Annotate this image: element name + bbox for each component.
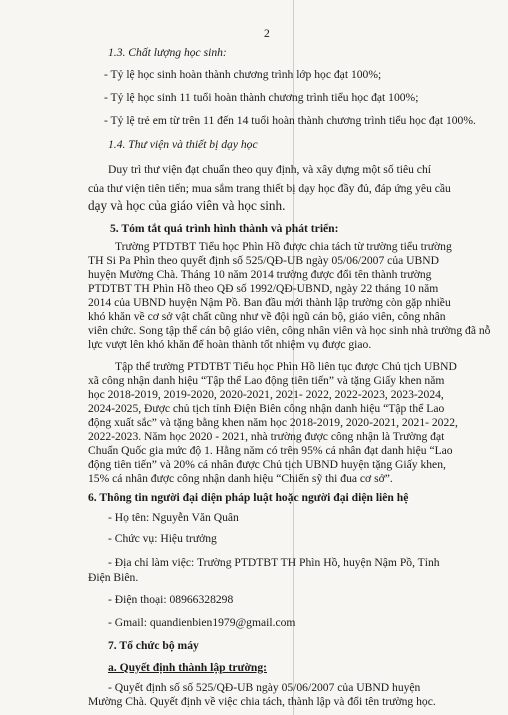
page-number: 2 xyxy=(264,27,270,40)
heading-1-3: 1.3. Chất lượng học sinh: xyxy=(108,46,227,59)
text-line: xã công nhận danh hiệu “Tập thể Lao động tiên tiến” và tặng Giấy khen năm xyxy=(88,374,445,387)
text-line: khó khăn về cơ sở vật chất cũng như về đội ngũ cán bộ, giáo viên, công nhân xyxy=(88,310,446,323)
text-line: TH Si Pa Phìn theo quyết định số 525/QĐ-UB ngày 05/06/2007 của UBND xyxy=(88,254,440,267)
heading-1-4: 1.4. Thư viện và thiết bị dạy học xyxy=(108,138,258,151)
heading-subsection-a: a. Quyết định thành lập trường: xyxy=(108,661,267,674)
text-line: động tiên tiến” và 20% cá nhân được Chủ tịch UBND huyện tặng Giấy khen, xyxy=(88,458,446,471)
text-line: Chuẩn Quốc gia mức độ 1. Hằng năm có trên 95% cá nhân đạt danh hiệu “Lao xyxy=(88,444,453,457)
heading-section-6: 6. Thông tin người đại diện pháp luật hoặc người đại diện liên hệ xyxy=(88,491,409,504)
scan-fold-line xyxy=(293,0,294,715)
contact-address: - Địa chỉ làm việc: Trường PTDTBT TH Phìn Hồ, huyện Nậm Pồ, Tỉnh xyxy=(108,556,440,569)
contact-address-cont: Điện Biên. xyxy=(88,571,139,584)
text-line: huyện Mường Chà. Tháng 10 năm 2014 trường được đổi tên thành trường xyxy=(88,268,432,281)
contact-phone: - Điện thoại: 08966328298 xyxy=(108,593,234,606)
text-line: - Tỷ lệ học sinh hoàn thành chương trình lớp học đạt 100%; xyxy=(104,68,382,81)
text-line: 15% cá nhân được công nhận danh hiệu “Chiến sỹ thi đua cơ sở”. xyxy=(88,472,393,485)
text-line: học 2018-2019, 2019-2020, 2020-2021, 2021- 2022, 2022-2023, 2023-2024, xyxy=(88,388,444,401)
text-line: lực vượt lên khó khăn để hoàn thành tốt nhiệm vụ được giao. xyxy=(88,338,372,351)
text-line: của thư viện tiên tiến; mua sắm trang thiết bị dạy học đầy đủ, đáp ứng yêu cầu xyxy=(88,182,451,195)
text-line: Trường PTDTBT Tiểu học Phìn Hồ được chia tách từ trường tiểu trường xyxy=(115,240,452,253)
text-line: viên chức. Song tập thể cán bộ giáo viên, công nhân viên và học sinh nhà trường đã nỗ xyxy=(88,324,491,337)
text-line: - Tỷ lệ trẻ em từ trên 11 đến 14 tuổi hoàn thành chương trình tiểu học đạt 100%. xyxy=(104,114,476,127)
contact-email: - Gmail: quandienbien1979@gmail.com xyxy=(108,616,296,629)
heading-section-7: 7. Tổ chức bộ máy xyxy=(108,639,199,652)
heading-section-5: 5. Tóm tắt quá trình hình thành và phát triển: xyxy=(110,222,339,235)
text-line: 2014 của UBND huyện Nậm Pồ. Ban đầu mới thành lập trường còn gặp nhiều xyxy=(88,296,451,309)
text-line: Duy trì thư viện đạt chuẩn theo quy định, và xây dựng một số tiêu chí xyxy=(108,163,431,176)
text-line: PTDTBT TH Phìn Hồ theo QĐ số 1992/QĐ-UBND, ngày 22 tháng 10 năm xyxy=(88,282,439,295)
text-line: - Tỷ lệ học sinh 11 tuổi hoàn thành chương trình tiểu học đạt 100%; xyxy=(104,91,419,104)
text-line: - Quyết định số số 525/QĐ-UB ngày 05/06/2007 của UBND huyện xyxy=(108,681,421,694)
text-line: Tập thể trường PTDTBT Tiểu học Phìn Hồ liên tục được Chủ tịch UBND xyxy=(115,360,457,373)
text-line: Mường Chà. Quyết định về việc chia tách, thành lập và đổi tên trường học. xyxy=(88,695,436,708)
text-line: dạy và học của giáo viên và học sinh. xyxy=(88,198,286,213)
text-line: động xuất sắc” và tặng bằng khen năm học 2018-2019, 2020-2021, 2021- 2022, xyxy=(88,416,458,429)
contact-position: - Chức vụ: Hiệu trưởng xyxy=(108,532,217,545)
text-line: 2024-2025, Được chủ tịch tỉnh Điện Biên công nhận danh hiệu “Tập thể Lao xyxy=(88,402,445,415)
contact-name: - Họ tên: Nguyễn Văn Quân xyxy=(108,511,239,524)
text-line: 2022-2023. Năm học 2020 - 2021, nhà trường được công nhận là Trường đạt xyxy=(88,430,445,443)
